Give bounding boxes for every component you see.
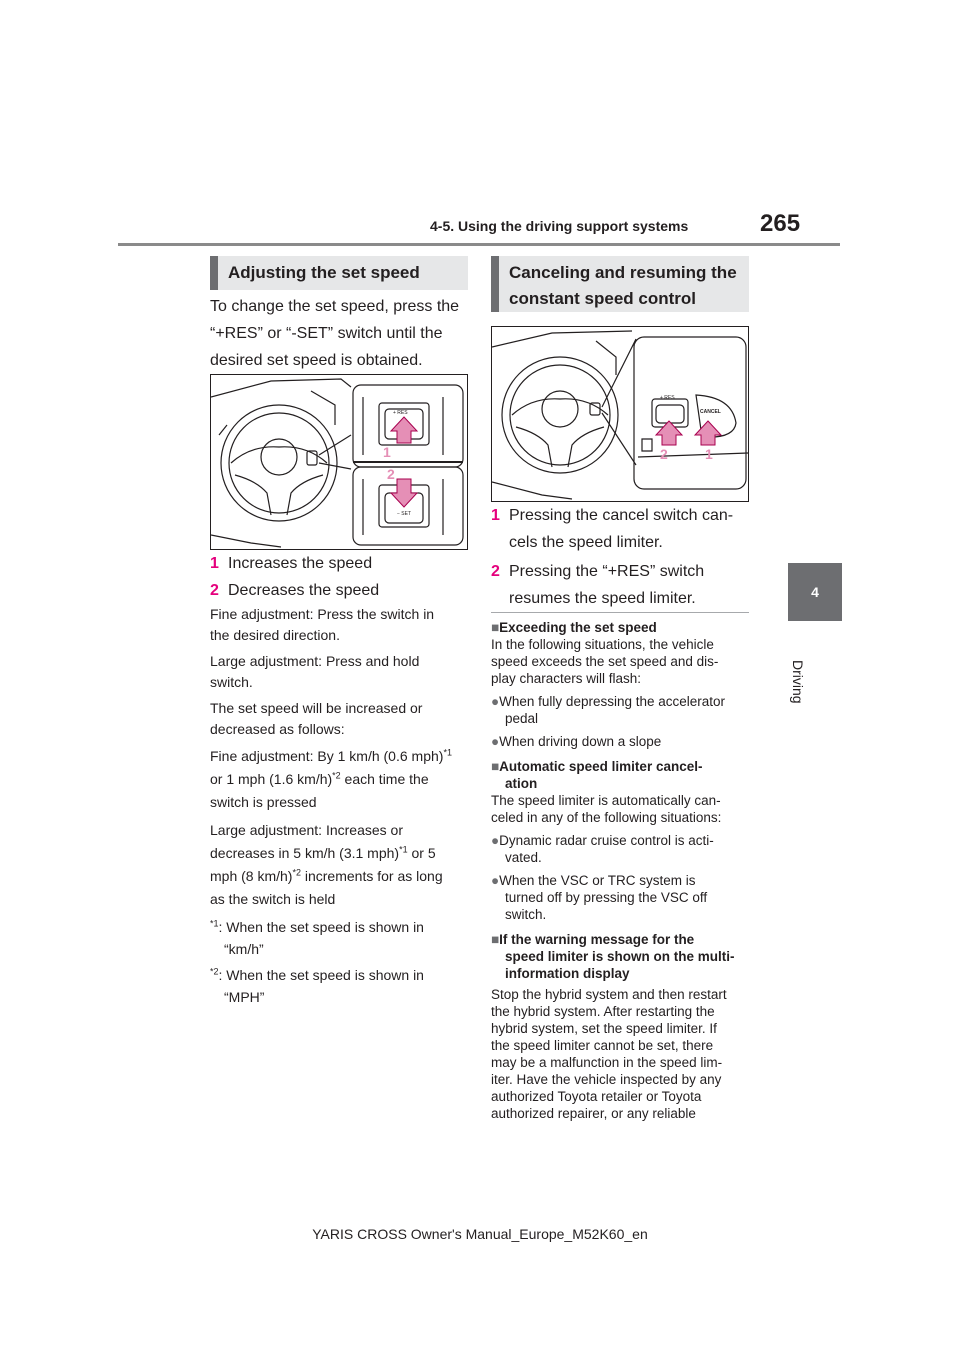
text-line: speed exceeds the set speed and dis- — [491, 654, 719, 669]
steering-wheel-illustration — [211, 375, 467, 549]
text-line: Large adjustment: Press and hold — [210, 653, 420, 669]
notes-section — [491, 619, 753, 1122]
note — [491, 619, 753, 750]
section-heading-adjust: Adjusting the set speed — [210, 256, 468, 290]
section-heading-cancel — [491, 256, 749, 312]
bullet-item: ●When the VSC or TRC system is turned off by pressing the VSC off switch. — [491, 872, 753, 923]
footer-manual-id: YARIS CROSS Owner's Manual_Europe_M52K60_en — [312, 1226, 648, 1242]
up-arrow-icon — [695, 421, 721, 445]
text-line: speed limiter is shown on the multi- — [505, 949, 735, 964]
text-line — [210, 745, 472, 768]
note-title: ■If the warning message for the — [491, 932, 695, 947]
footnote-mark: *1 — [210, 918, 219, 929]
footnote-ref: *1 — [399, 844, 408, 855]
text-span: Fine adjustment: By 1 km/h (0.6 mph) — [210, 748, 444, 764]
paragraph — [210, 819, 472, 911]
paragraph — [210, 698, 472, 740]
chapter-label: Driving — [790, 660, 806, 704]
callout-1: 1 — [705, 446, 713, 462]
text-line: play characters will flash: — [491, 671, 642, 686]
legend-number: 2 — [491, 563, 500, 580]
footnote — [210, 916, 472, 960]
figure-legend — [491, 502, 753, 612]
text-line: Fine adjustment: Press the switch in — [210, 606, 435, 622]
text-line — [210, 865, 472, 888]
text-line: may be a malfunction in the speed lim- — [491, 1055, 723, 1070]
text-span: Dynamic radar cruise control is acti- — [499, 833, 714, 848]
section-title: 4-5. Using the driving support systems — [430, 218, 689, 234]
text-line: celed in any of the following situations: — [491, 810, 722, 825]
legend-text: cels the speed limiter. — [509, 534, 663, 551]
text-span: When the VSC or TRC system is — [499, 873, 696, 888]
text-span: or 5 — [407, 845, 436, 861]
text-line: The speed limiter is automatically can- — [491, 793, 721, 808]
text-line: “MPH” — [224, 989, 265, 1005]
intro-line: To change the set speed, press the — [210, 298, 460, 315]
callout-1: 1 — [383, 444, 391, 460]
bullet-item: ●When fully depressing the accelerator pedal — [491, 693, 753, 727]
text-line: “km/h” — [224, 941, 264, 957]
text-span: When driving down a slope — [499, 734, 662, 749]
note — [491, 931, 753, 1122]
heading-line: Canceling and resuming the — [509, 263, 737, 282]
footnote-ref: *2 — [292, 867, 301, 878]
text-line: as the switch is held — [210, 891, 336, 907]
legend-number: 2 — [210, 582, 219, 599]
text-span: decreases in 5 km/h (3.1 mph) — [210, 845, 400, 861]
note-title: ■Automatic speed limiter cancel- — [491, 759, 703, 774]
paragraph — [210, 604, 472, 646]
legend-item — [491, 502, 753, 556]
adjustment-details — [210, 604, 472, 1008]
notes-divider — [491, 612, 749, 613]
cancel-label: CANCEL — [700, 409, 721, 415]
text-line: In the following situations, the vehicle — [491, 637, 714, 652]
text-line: information display — [505, 966, 630, 981]
text-line — [210, 842, 472, 865]
text-span: each time the — [340, 771, 429, 787]
text-line — [210, 768, 472, 791]
text-line: switch is pressed — [210, 794, 317, 810]
bullet-item: ●Dynamic radar cruise control is acti- vated. — [491, 832, 753, 866]
cancel-switch-figure — [491, 326, 749, 502]
callout-2: 2 — [387, 466, 395, 482]
text-span: : When the set speed is shown in — [218, 967, 424, 983]
text-span: Automatic speed limiter cancel- — [499, 759, 703, 774]
text-line: vated. — [505, 850, 542, 865]
text-span: mph (8 km/h) — [210, 868, 293, 884]
figure-legend — [210, 550, 470, 604]
footnote-mark: *2 — [210, 966, 219, 977]
text-line: the desired direction. — [210, 627, 340, 643]
text-line: authorized repairer, or any reliable — [491, 1106, 696, 1121]
header-divider — [118, 243, 840, 246]
page-number: 265 — [760, 210, 801, 237]
legend-item — [491, 558, 753, 612]
text-line: the hybrid system. After restarting the — [491, 1004, 715, 1019]
bullet-item: ●When driving down a slope — [491, 734, 662, 749]
up-arrow-icon — [656, 421, 682, 445]
text-line: hybrid system, set the speed limiter. If — [491, 1021, 717, 1036]
text-line: decreased as follows: — [210, 721, 345, 737]
legend-text: Pressing the cancel switch can- — [509, 507, 734, 524]
text-span: : When the set speed is shown in — [218, 919, 424, 935]
text-span: increments for as long — [300, 868, 443, 884]
legend-item — [210, 550, 470, 577]
callout-2: 2 — [660, 446, 668, 462]
text-line: authorized Toyota retailer or Toyota — [491, 1089, 702, 1104]
text-line — [210, 916, 472, 938]
heading-line: constant speed control — [509, 289, 697, 308]
paragraph — [210, 651, 472, 693]
footnote-ref: *2 — [332, 770, 341, 781]
legend-text: Increases the speed — [228, 555, 373, 572]
intro-line: desired set speed is obtained. — [210, 352, 423, 369]
footnote — [210, 964, 472, 1008]
text-line: iter. Have the vehicle inspected by any — [491, 1072, 722, 1087]
text-line: switch. — [210, 674, 253, 690]
text-line: turned off by pressing the VSC off — [505, 890, 708, 905]
set-label: − SET — [397, 511, 412, 517]
intro-line: “+RES” or “-SET” switch until the — [210, 325, 443, 342]
footnote-ref: *1 — [443, 747, 452, 758]
text-line — [210, 964, 472, 986]
paragraph — [210, 745, 472, 814]
res-label: + RES — [393, 410, 408, 416]
text-line: pedal — [505, 711, 539, 726]
legend-item — [210, 577, 470, 604]
note-title: ■Exceeding the set speed — [491, 620, 657, 635]
text-span: When fully depressing the accelerator — [499, 694, 726, 709]
text-line: The set speed will be increased or — [210, 700, 423, 716]
text-span: If the warning message for the — [499, 932, 695, 947]
legend-number: 1 — [210, 555, 219, 572]
text-line: switch. — [505, 907, 547, 922]
legend-text: Pressing the “+RES” switch — [509, 563, 705, 580]
text-line: the speed limiter cannot be set, there — [491, 1038, 714, 1053]
note — [491, 758, 753, 923]
legend-text: Decreases the speed — [228, 582, 380, 599]
chapter-tab: 4 — [788, 563, 842, 621]
text-line: ation — [505, 776, 538, 791]
text-line: Stop the hybrid system and then restart — [491, 987, 727, 1002]
steering-switch-figure — [210, 374, 468, 550]
text-line: Large adjustment: Increases or — [210, 822, 403, 838]
text-span: or 1 mph (1.6 km/h) — [210, 771, 333, 787]
intro-paragraph — [210, 293, 470, 374]
legend-number: 1 — [491, 507, 500, 524]
steering-wheel-illustration — [492, 327, 748, 501]
legend-text: resumes the speed limiter. — [509, 590, 696, 607]
down-arrow-icon — [391, 479, 417, 507]
text-span: Exceeding the set speed — [499, 620, 657, 635]
res-label: + RES — [660, 395, 675, 401]
